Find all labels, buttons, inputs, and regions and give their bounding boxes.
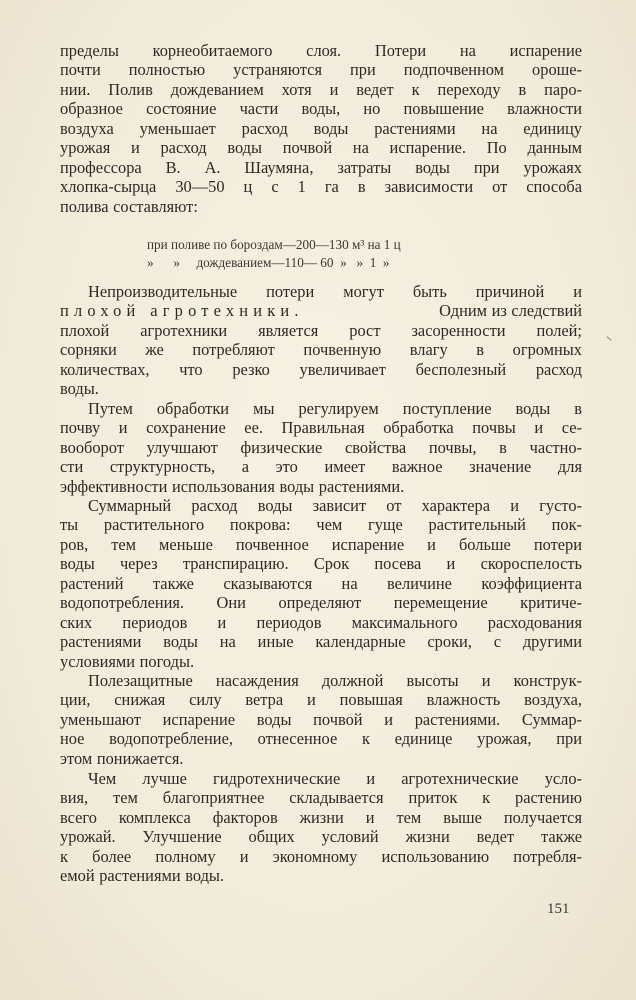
paragraph-1 xyxy=(60,41,582,216)
text-line: сорняки же потребляют почвенную влагу в огромных xyxy=(60,340,582,360)
text-line: емой растениями воды. xyxy=(60,866,225,886)
text-line: ное водопотребление, отнесенное к единице урожая, при xyxy=(60,729,582,749)
text-line: сти структурность, а это имеет важное значение для xyxy=(60,457,582,477)
text-line: образное состояние части воды, но повышение влажности xyxy=(60,99,582,119)
paragraph-6 xyxy=(60,769,582,886)
text-line: условиями погоды. xyxy=(60,651,195,671)
paragraph-4 xyxy=(60,496,582,671)
text-line: воздуха уменьшает расход воды растениями на единицу xyxy=(60,118,582,138)
text-line: полива составляют: xyxy=(60,196,198,216)
emphasized-text: плохой агротехники. xyxy=(60,301,304,321)
text-line: воды через транспирацию. Срок посева и скороспелость xyxy=(60,554,582,574)
text-line: Суммарный расход воды зависит от характера и густо- xyxy=(88,496,582,515)
text-line: плохой агротехники является рост засоренности полей; xyxy=(60,320,582,340)
text-line: нии. Полив дождеванием хотя и ведет к переходу в паро- xyxy=(60,79,582,99)
text-line: хлопка-сырца 30—50 ц с 1 га в зависимости от способа xyxy=(60,177,582,197)
text-line: эффективности использования воды растениями. xyxy=(60,476,405,496)
text-line: воды. xyxy=(60,379,99,399)
text-fragment: Одним из следствий xyxy=(439,301,582,321)
text-line: ских периодов и периодов максимального расходования xyxy=(60,612,582,632)
text-line: количествах, что резко увеличивает бесполезный расход xyxy=(60,359,582,379)
table-row-sprinkling: » » дождеванием—110— 60 » » 1 » xyxy=(147,255,390,270)
paragraph-5 xyxy=(60,671,582,768)
text-line: всего комплекса факторов жизни и тем выше получается xyxy=(60,807,582,827)
paragraph-3 xyxy=(60,399,582,496)
text-line: к более полному и экономному использованию потребля- xyxy=(60,846,582,866)
text-line: этом понижается. xyxy=(60,748,184,768)
page-number: 151 xyxy=(547,901,570,917)
text-line: пределы корнеобитаемого слоя. Потери на испарение xyxy=(60,41,582,60)
text-line: вия, тем благоприятнее складывается приток к растению xyxy=(60,788,582,808)
text-line: Путем обработки мы регулируем поступление воды в xyxy=(88,399,582,418)
text-line: уменьшают испарение воды почвой и растениями. Суммар- xyxy=(60,709,582,729)
text-line: урожая и расход воды почвой на испарение. По данным xyxy=(60,138,582,158)
text-line xyxy=(60,301,582,320)
water-consumption-table xyxy=(147,236,401,272)
text-line: почти полностью устраняются при подпочвенном ороше- xyxy=(60,60,582,80)
text-line: растений также сказываются на величине коэффициента xyxy=(60,573,582,593)
table-row-furrows: при поливе по бороздам—200—130 м³ на 1 ц xyxy=(147,237,401,252)
text-line: почву и сохранение ее. Правильная обработка почвы и се- xyxy=(60,418,582,438)
margin-mark xyxy=(606,336,611,341)
text-line: ров, тем меньше почвенное испарение и больше потери xyxy=(60,534,582,554)
text-line: ты растительного покрова: чем гуще растительный пок- xyxy=(60,515,582,535)
text-line: Полезащитные насаждения должной высоты и конструк- xyxy=(88,671,582,690)
text-line: урожай. Улучшение общих условий жизни ведет также xyxy=(60,827,582,847)
text-line: растениями воды на иные календарные сроки, с другими xyxy=(60,632,582,652)
text-line: Чем лучше гидротехнические и агротехнические усло- xyxy=(88,769,582,788)
text-line: Непроизводительные потери могут быть причиной и xyxy=(88,282,582,301)
text-line: ции, снижая силу ветра и повышая влажность воздуха, xyxy=(60,690,582,710)
paragraph-2 xyxy=(60,282,582,399)
text-line: вооборот улучшают физические свойства почвы, в частно- xyxy=(60,437,582,457)
text-line: профессора В. А. Шаумяна, затраты воды при урожаях xyxy=(60,157,582,177)
text-line: водопотребления. Они определяют перемещение критиче- xyxy=(60,593,582,613)
